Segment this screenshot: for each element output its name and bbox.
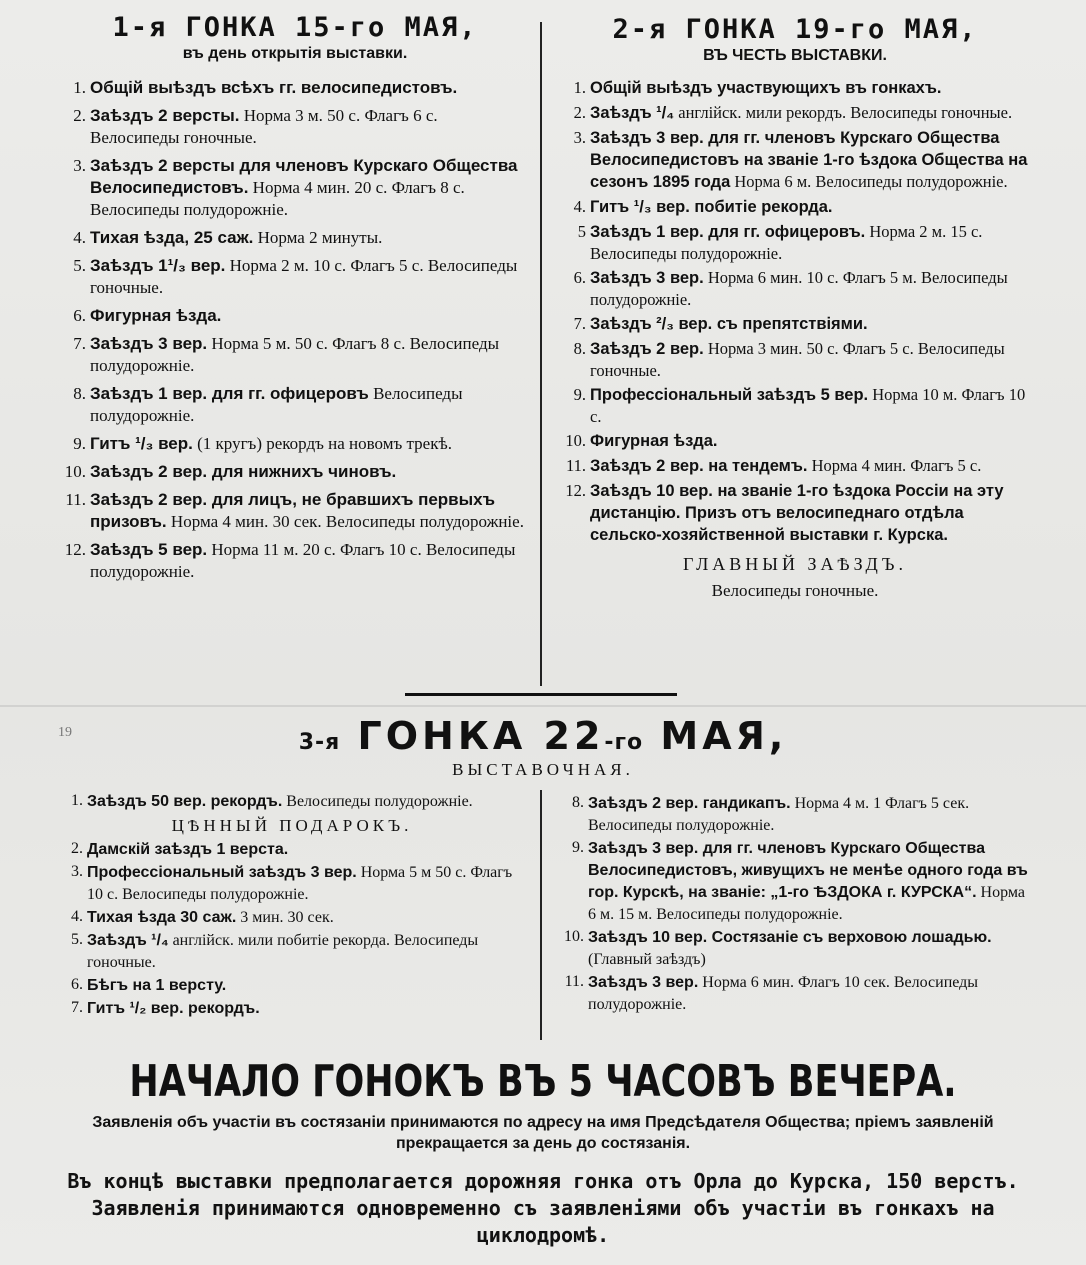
item-title: Заѣздъ 2 вер. xyxy=(590,340,704,358)
item-details: англійск. мили побитіе рекорда. Велосипеды гоночные. xyxy=(87,932,479,971)
race-3-right-column xyxy=(558,792,1028,1016)
item-number: 8. xyxy=(73,384,86,403)
item-details: Норма 5 м. 50 с. Флагъ 8 с. Велосипеды полудорожніе. xyxy=(90,334,500,375)
item-title: Профессіональный заѣздъ 3 вер. xyxy=(87,864,357,881)
race-1-subtitle: въ день открытія выставки. xyxy=(182,45,408,62)
item-details: Норма 11 м. 20 с. Флагъ 10 с. Велосипеды полудорожніе. xyxy=(90,540,516,581)
item-title: Заѣздъ 5 вер. xyxy=(90,540,208,559)
item-number: 3. xyxy=(71,863,83,880)
application-notice: Заявленія объ участіи въ состязаніи принимаются по адресу на имя Предсѣдателя Общества; пріемъ заявленій прекращается за день до состязанія. xyxy=(92,1114,994,1152)
list-item xyxy=(560,480,1030,546)
item-number: 7. xyxy=(73,334,86,353)
item-number: 8. xyxy=(573,339,586,358)
item-details: Норма 5 м 50 с. Флагъ 10 с. Велосипеды полудорожніе. xyxy=(87,864,513,903)
item-number: 11. xyxy=(565,456,586,475)
item-title: Тихая ѣзда 30 саж. xyxy=(87,909,237,926)
item-title: Бѣгъ на 1 версту. xyxy=(87,977,227,994)
list-item xyxy=(60,255,530,299)
item-title: Заѣздъ ²/₃ вер. съ препятствіями. xyxy=(590,315,868,333)
item-title: Заѣздъ 10 вер. Состязаніе съ верховою лошадью. xyxy=(588,929,992,946)
item-title: Заѣздъ 2 вер. на тендемъ. xyxy=(590,457,808,475)
gift-label: ЦѢННЫЙ ПОДАРОКЪ. xyxy=(171,816,413,835)
item-details: Норма 6 мин. 10 с. Флагъ 5 м. Велосипеды полудорожніе. xyxy=(590,268,1008,309)
item-number: 2. xyxy=(73,106,86,125)
list-item xyxy=(560,102,1030,124)
item-details: Норма 10 м. Флагъ 10 с. xyxy=(590,385,1026,426)
list-item xyxy=(57,790,527,812)
main-race-label: ГЛАВНЫЙ ЗАѢЗДЪ. xyxy=(683,554,907,574)
item-details: Велосипеды полудорожніе. xyxy=(282,793,473,810)
race-1-column xyxy=(60,12,530,589)
list-item xyxy=(60,433,530,455)
item-title: Общій выѣздъ участвующихъ въ гонкахъ. xyxy=(590,79,942,97)
list-item xyxy=(60,77,530,99)
race-2-list xyxy=(560,77,1030,546)
race-3-title xyxy=(0,714,1086,758)
item-title: Общій выѣздъ всѣхъ гг. велосипедистовъ. xyxy=(90,78,458,97)
race-3-title-part: МАЯ, xyxy=(660,714,788,758)
list-item xyxy=(560,196,1030,218)
item-number: 6. xyxy=(73,306,86,325)
item-number: 1. xyxy=(73,78,86,97)
item-title: Заѣздъ 2 вер. для лицъ, не бравшихъ первыхъ призовъ. xyxy=(90,490,495,531)
item-title: Заѣздъ 3 вер. для гг. членовъ Курскаго Общества Велосипедистовъ на званіе 1-го ѣздока Общества на сезонъ 1895 года xyxy=(590,129,1028,191)
list-item xyxy=(560,77,1030,99)
item-title: Заѣздъ ¹/₄ xyxy=(590,104,675,122)
item-number: 3. xyxy=(73,156,86,175)
race-2-title: 2-я ГОНКА 19-го МАЯ, xyxy=(612,14,978,45)
list-item xyxy=(60,105,530,149)
list-item xyxy=(60,383,530,427)
list-item xyxy=(60,539,530,583)
race-3-left-column xyxy=(57,790,527,1020)
list-item xyxy=(560,221,1030,264)
item-details: Норма 2 м. 15 с. Велосипеды полудорожніе. xyxy=(590,222,983,263)
item-title: Заѣздъ 50 вер. рекордъ. xyxy=(87,793,283,810)
race-3-title-part: -го xyxy=(604,730,644,755)
item-title: Дамскій заѣздъ 1 верста. xyxy=(87,841,289,858)
item-number: 6. xyxy=(71,976,83,993)
list-item xyxy=(560,313,1030,335)
list-item xyxy=(560,384,1030,427)
item-title: Гитъ ¹/₂ вер. рекордъ. xyxy=(87,1000,260,1017)
item-title: Фигурная ѣзда. xyxy=(90,306,222,325)
item-title: Заѣздъ 2 версты для членовъ Курскаго Общества Велосипедистовъ. xyxy=(90,156,518,197)
item-title: Заѣздъ 1 вер. для гг. офицеровъ xyxy=(90,384,369,403)
list-item xyxy=(560,455,1030,477)
pencil-mark: 19 xyxy=(58,725,72,740)
race-3-title-part: 3-я xyxy=(298,730,341,755)
item-details: Норма 3 м. 50 с. Флагъ 6 с. Велосипеды гоночные. xyxy=(90,106,438,147)
item-number: 12. xyxy=(64,540,86,559)
item-number: 1. xyxy=(71,792,83,809)
item-number: 10. xyxy=(564,928,584,945)
paper-fold xyxy=(0,705,1086,707)
item-number: 10. xyxy=(565,431,586,450)
item-title: Заѣздъ 1¹/₃ вер. xyxy=(90,256,226,275)
item-number: 5. xyxy=(71,931,83,948)
item-number: 9. xyxy=(572,839,584,856)
item-number: 9. xyxy=(573,385,586,404)
item-details: (Главный заѣздъ) xyxy=(588,951,706,968)
list-item xyxy=(560,430,1030,452)
item-details: Норма 4 мин. 30 сек. Велосипеды полудорожніе. xyxy=(166,512,524,531)
item-details: Норма 4 м. 1 Флагъ 5 сек. Велосипеды полудорожніе. xyxy=(588,795,970,834)
list-item xyxy=(558,971,1028,1015)
item-number: 11. xyxy=(564,973,584,990)
item-number: 12. xyxy=(565,481,586,500)
list-item xyxy=(560,338,1030,381)
race-3-right-list xyxy=(558,792,1028,1015)
item-number: 5. xyxy=(73,256,86,275)
item-title: Заѣздъ 3 вер. xyxy=(90,334,208,353)
item-number: 2. xyxy=(573,103,586,122)
item-number: 4. xyxy=(71,908,83,925)
race-2-subtitle: ВЪ ЧЕСТЬ ВЫСТАВКИ. xyxy=(703,47,887,64)
item-title: Профессіональный заѣздъ 5 вер. xyxy=(590,386,869,404)
list-item xyxy=(60,305,530,327)
column-divider-lower xyxy=(540,790,542,1040)
race-3-title-part: ГОНКА 22 xyxy=(357,714,605,758)
section-rule xyxy=(405,693,677,696)
item-details: 3 мин. 30 сек. xyxy=(236,909,334,926)
item-number: 10. xyxy=(64,462,86,481)
item-number: 1. xyxy=(573,78,586,97)
start-time-headline: НАЧАЛО ГОНОКЪ ВЪ 5 ЧАСОВЪ ВЕЧЕРА. xyxy=(129,1057,957,1107)
item-title: Заѣздъ 2 версты. xyxy=(90,106,240,125)
list-item xyxy=(60,461,530,483)
item-title: Гитъ ¹/₃ вер. побитіе рекорда. xyxy=(590,198,833,216)
item-number: 11. xyxy=(65,490,86,509)
race-1-list xyxy=(60,77,530,583)
item-details: Норма 3 мин. 50 с. Флагъ 5 с. Велосипеды гоночные. xyxy=(590,339,1005,380)
list-item xyxy=(558,837,1028,925)
item-number: 8. xyxy=(572,794,584,811)
item-details: англійск. мили рекордъ. Велосипеды гоночные. xyxy=(674,103,1013,122)
item-title: Гитъ ¹/₃ вер. xyxy=(90,434,193,453)
item-details: Норма 6 мин. Флагъ 10 сек. Велосипеды полудорожніе. xyxy=(588,974,979,1013)
list-item xyxy=(60,227,530,249)
item-details: Велосипеды полудорожніе. xyxy=(90,384,463,425)
list-item xyxy=(60,333,530,377)
item-title: Фигурная ѣзда. xyxy=(590,432,718,450)
item-number: 4. xyxy=(573,197,586,216)
item-title: Заѣздъ 10 вер. на званіе 1-го ѣздока Россіи на эту дистанцію. Призъ отъ велосипеднаго отдѣла сельско-хозяйственной выставки г. Курска. xyxy=(590,482,1004,544)
item-title: Тихая ѣзда, 25 саж. xyxy=(90,228,254,247)
list-item xyxy=(60,489,530,533)
item-details: Норма 2 м. 10 с. Флагъ 5 с. Велосипеды гоночные. xyxy=(90,256,518,297)
item-details: Норма 6 м. Велосипеды полудорожніе. xyxy=(730,172,1008,191)
item-number: 7. xyxy=(71,999,83,1016)
item-number: 6. xyxy=(573,268,586,287)
race-2-column xyxy=(560,14,1030,601)
list-item xyxy=(60,155,530,221)
item-number: 4. xyxy=(73,228,86,247)
list-item xyxy=(560,127,1030,193)
item-title: Заѣздъ 3 вер. xyxy=(588,974,699,991)
item-details: Норма 2 минуты. xyxy=(253,228,383,247)
item-number: 3. xyxy=(573,128,586,147)
item-title: Заѣздъ 2 вер. гандикапъ. xyxy=(588,795,791,812)
list-item xyxy=(558,792,1028,836)
race-1-title: 1-я ГОНКА 15-го МАЯ, xyxy=(112,12,478,43)
list-item xyxy=(560,267,1030,310)
road-race-notice: Въ концѣ выставки предполагается дорожняя гонка отъ Орла до Курска, 150 верстъ. Заявленія принимаются одновременно съ заявленіями объ участіи въ гонкахъ на циклодромѣ. xyxy=(67,1169,1019,1247)
item-number: 2. xyxy=(71,840,83,857)
list-item xyxy=(57,906,527,928)
list-item xyxy=(57,974,527,996)
list-item xyxy=(558,926,1028,970)
item-number: 7. xyxy=(573,314,586,333)
main-race-sub: Велосипеды гоночные. xyxy=(711,581,879,600)
item-details: Норма 6 м. 15 м. Велосипеды полудорожніе. xyxy=(588,884,1025,923)
item-title: Заѣздъ ¹/₄ xyxy=(87,932,169,949)
list-item xyxy=(57,861,527,905)
list-item xyxy=(57,838,527,860)
race-3-left-list xyxy=(57,790,527,1019)
list-item xyxy=(57,929,527,973)
item-title: Заѣздъ 3 вер. xyxy=(590,269,704,287)
item-details: (1 кругъ) рекордъ на новомъ трекѣ. xyxy=(192,434,452,453)
item-number: 9. xyxy=(73,434,86,453)
item-title: Заѣздъ 3 вер. для гг. членовъ Курскаго Общества Велосипедистовъ, живущихъ не менѣе одного года въ гор. Курскѣ, на званіе: „1-го ѢЗДОКА г. КУРСКА“. xyxy=(588,840,1028,901)
item-details: Норма 4 мин. Флагъ 5 с. xyxy=(807,456,982,475)
column-divider xyxy=(540,22,542,686)
item-title: Заѣздъ 2 вер. для нижнихъ чиновъ. xyxy=(90,462,397,481)
list-item xyxy=(57,997,527,1019)
item-title: Заѣздъ 1 вер. для гг. офицеровъ. xyxy=(590,223,866,241)
item-number: 5 xyxy=(577,222,586,241)
item-details: Норма 4 мин. 20 с. Флагъ 8 с. Велосипеды полудорожніе. xyxy=(90,178,465,219)
race-3-subtitle: ВЫСТАВОЧНАЯ. xyxy=(452,760,634,779)
